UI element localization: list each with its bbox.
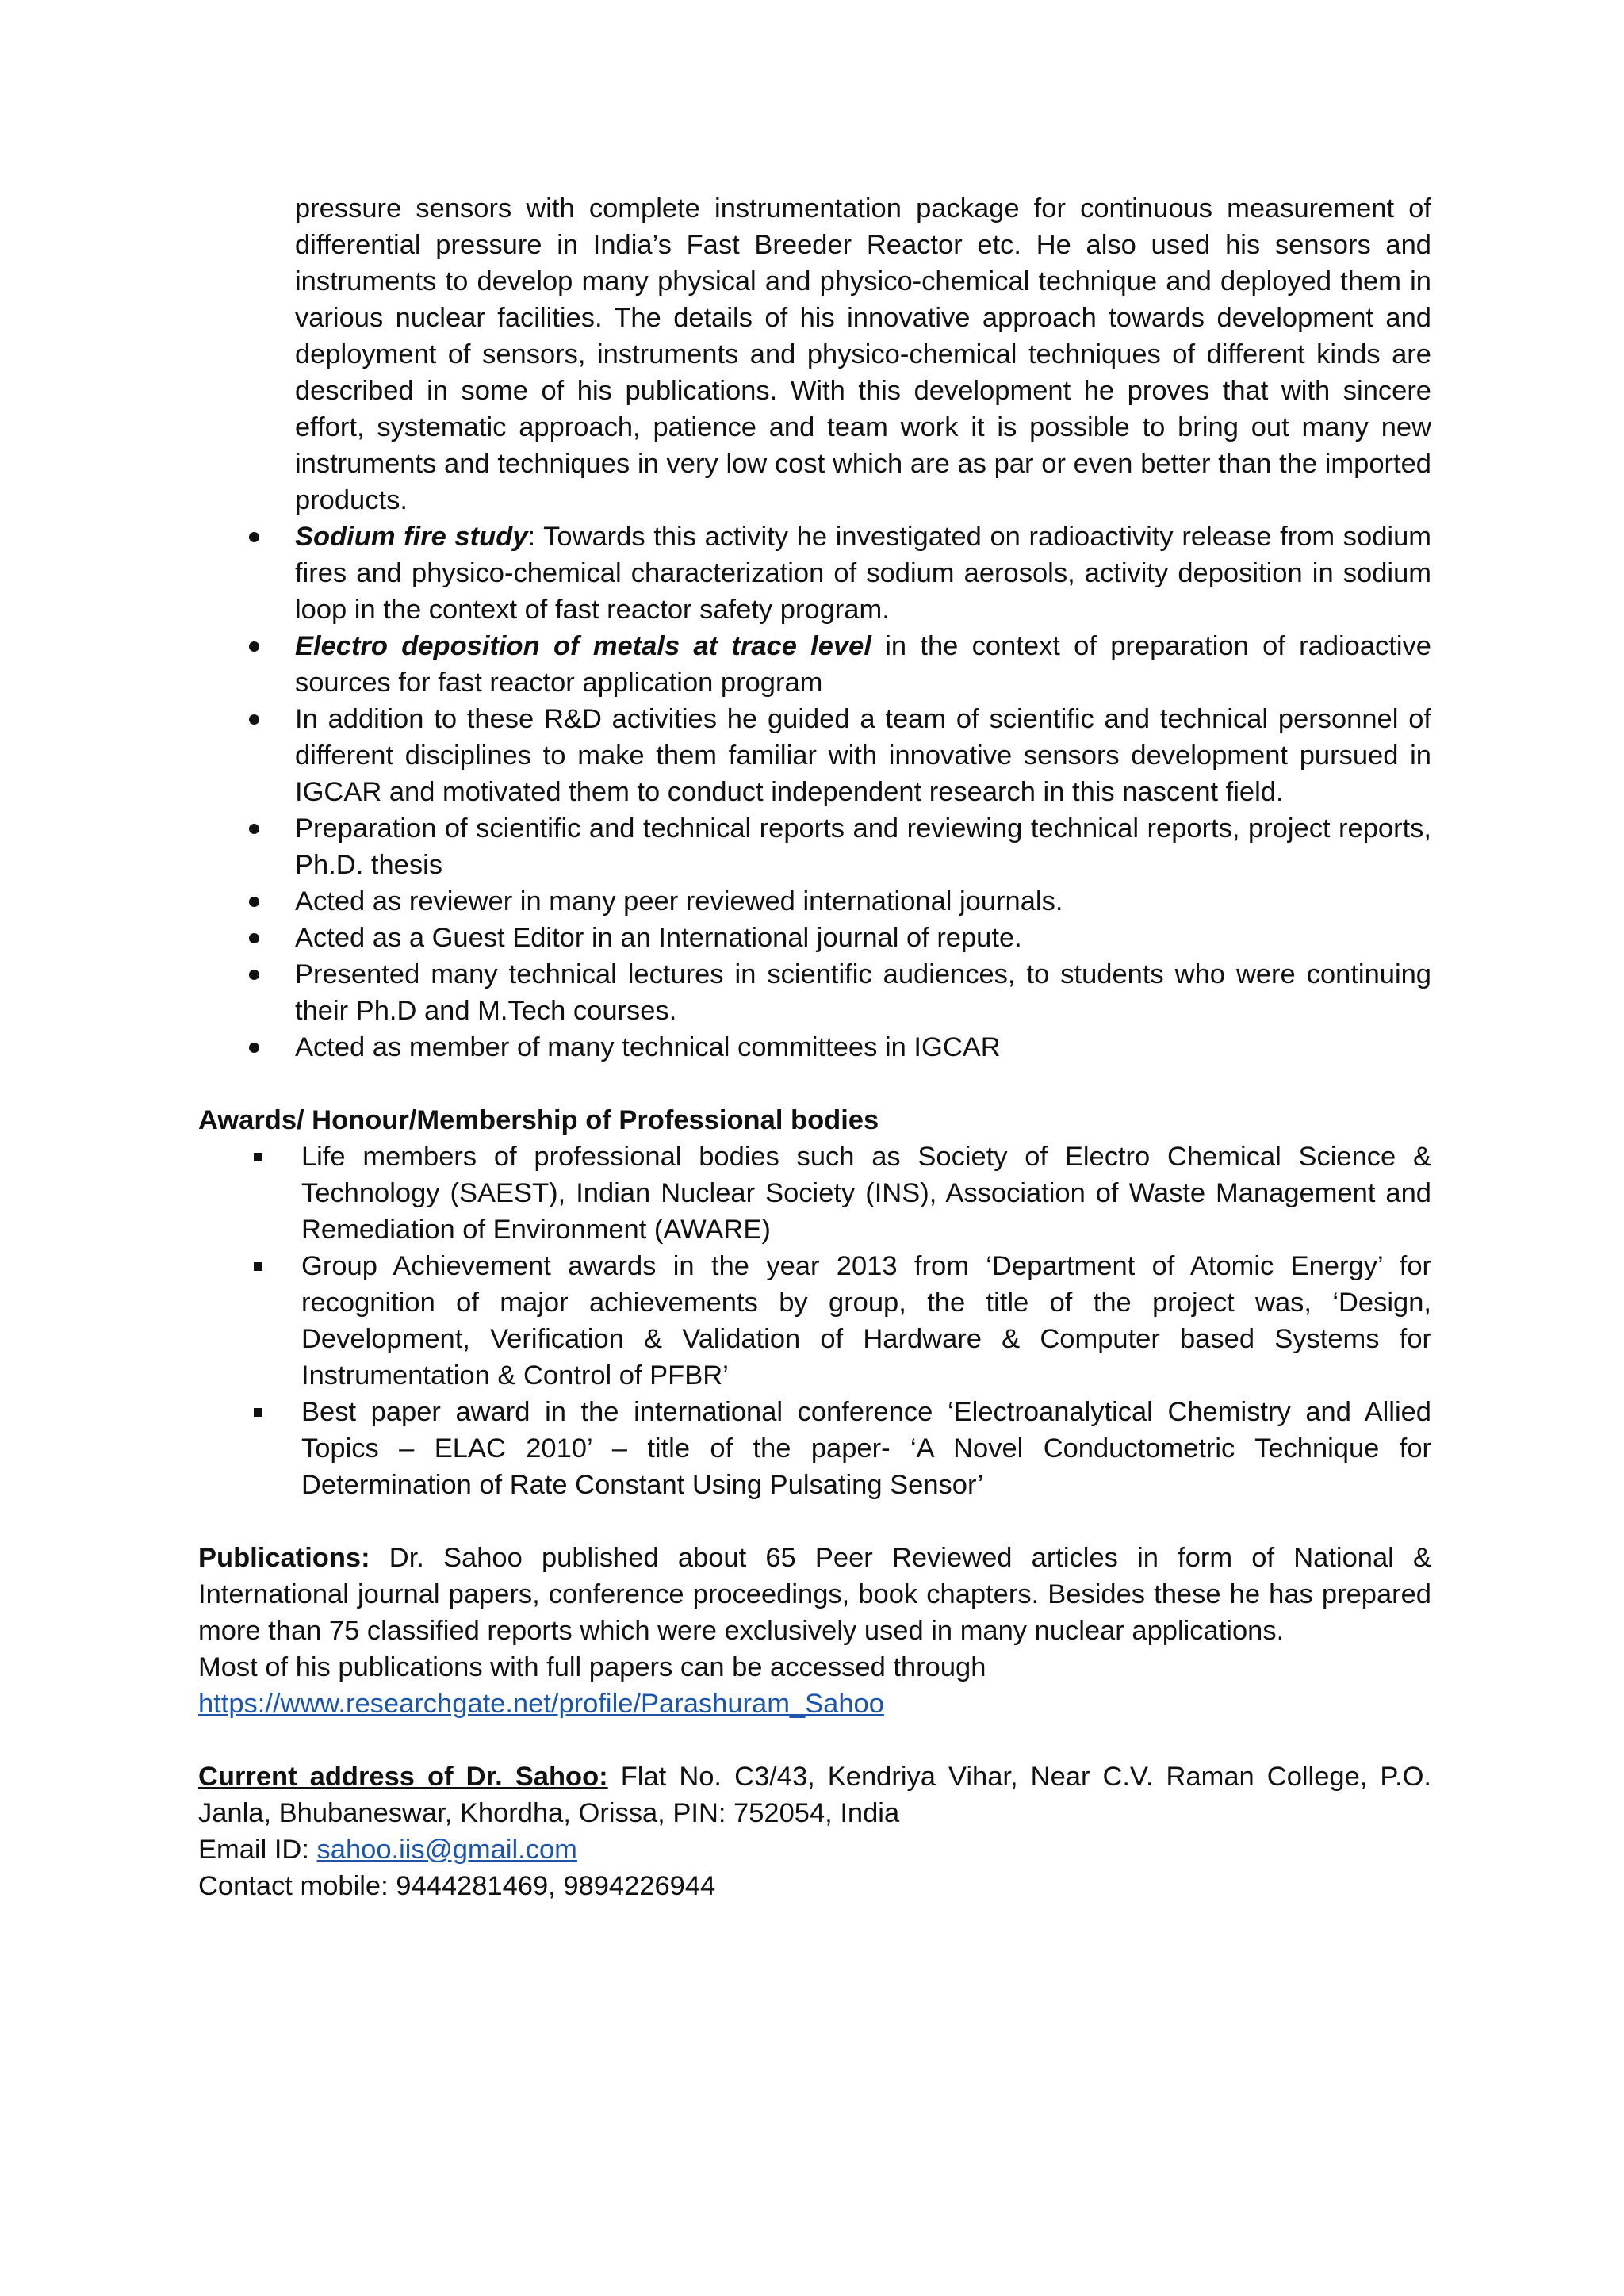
spacer [198, 1503, 1431, 1540]
activity-text: Acted as member of many technical committees in IGCAR [295, 1032, 1001, 1062]
award-text: Group Achievement awards in the year 2013 from ‘Department of Atomic Energy’ for recognition of major achievements by group, the title of the project was, ‘Design, Development, Verification & Validation of Hardware & Computer based Systems for Instrumentation & Control of PFBR’ [301, 1251, 1431, 1391]
square-bullet-icon [254, 1408, 262, 1417]
list-item [198, 920, 1431, 956]
activity-text: : Towards this activity he investigated on radioactivity release from sodium fires and physico-chemical characterization of sodium aerosols, activity deposition in sodium loop in the context of fast reactor safety program. [295, 522, 1432, 625]
publications-access-text: Most of his publications with full papers can be accessed through [198, 1652, 986, 1682]
list-item [198, 1248, 1431, 1394]
list-item [198, 1138, 1431, 1248]
address-paragraph [198, 1758, 1431, 1831]
activity-text: Preparation of scientific and technical reports and reviewing technical reports, project reports, Ph.D. thesis [295, 813, 1431, 880]
bullet-icon [249, 1043, 259, 1053]
researchgate-link[interactable]: https://www.researchgate.net/profile/Parashuram_Sahoo [198, 1689, 884, 1719]
bullet-icon [249, 933, 259, 943]
bullet-icon [249, 824, 259, 834]
award-text: Best paper award in the international conference ‘Electroanalytical Chemistry and Allied Topics – ELAC 2010’ – title of the paper- ‘A Novel Conductometric Technique for Determination of Rate Constant Using Pulsating Sensor’ [301, 1397, 1431, 1500]
activity-text: Presented many technical lectures in scientific audiences, to students who were continuing their Ph.D and M.Tech courses. [295, 959, 1431, 1026]
bullet-icon [249, 714, 259, 725]
awards-heading: Awards/ Honour/Membership of Professional bodies [198, 1105, 879, 1135]
bullet-icon [249, 897, 259, 907]
activity-text: Acted as reviewer in many peer reviewed international journals. [295, 886, 1063, 916]
list-item [198, 956, 1431, 1029]
list-item [198, 701, 1431, 810]
address-label: Current address of Dr. Sahoo: [198, 1762, 608, 1792]
activity-text: in the context of preparation of radioactive sources for fast reactor application program [295, 631, 1431, 698]
list-item [198, 1029, 1431, 1066]
email-label: Email ID: [198, 1835, 317, 1865]
email-link[interactable]: sahoo.iis@gmail.com [316, 1835, 577, 1865]
list-item [198, 519, 1431, 628]
bullet-icon [249, 641, 259, 652]
continuation-paragraph: pressure sensors with complete instrumentation package for continuous measurement of differential pressure in India’s Fast Breeder Reactor etc. He also used his sensors and instruments to develop many physical and physico-chemical technique and deployed them in various nuclear facilities. The details of his innovative approach towards development and deployment of sensors, instruments and physico-chemical techniques of different kinds are described in some of his publications. With this development he proves that with sincere effort, systematic approach, patience and team work it is possible to bring out many new instruments and techniques in very low cost which are as par or even better than the imported products. [295, 193, 1431, 515]
activity-text: In addition to these R&D activities he guided a team of scientific and technical personnel of different disciplines to make them familiar with innovative sensors development pursued in IGCAR and motivated them to conduct independent research in this nascent field. [295, 704, 1431, 807]
bullet-icon [249, 970, 259, 980]
email-line [198, 1831, 1431, 1868]
publications-paragraph [198, 1540, 1431, 1649]
contact-mobile: Contact mobile: 9444281469, 9894226944 [198, 1871, 716, 1901]
publications-label: Publications: [198, 1543, 370, 1573]
document-page [198, 190, 1431, 1904]
activity-text: Acted as a Guest Editor in an International journal of repute. [295, 923, 1022, 953]
activity-lead: Sodium fire study [295, 522, 528, 552]
publications-text: Dr. Sahoo published about 65 Peer Reviewed articles in form of National & International journal papers, conference proceedings, book chapters. Besides these he has prepared more than 75 classified reports which were exclusively used in many nuclear applications. [198, 1543, 1431, 1646]
list-item [198, 628, 1431, 701]
activities-list [198, 519, 1431, 1066]
address-text: Flat No. C3/43, Kendriya Vihar, Near C.V. Raman College, P.O. Janla, Bhubaneswar, Khordha, Orissa, PIN: 752054, India [198, 1762, 1432, 1828]
list-item [198, 1394, 1431, 1503]
award-text: Life members of professional bodies such as Society of Electro Chemical Science & Technology (SAEST), Indian Nuclear Society (INS), Association of Waste Management and Remediation of Environment (AWARE) [301, 1142, 1431, 1245]
square-bullet-icon [254, 1153, 262, 1161]
square-bullet-icon [254, 1262, 262, 1271]
bullet-icon [249, 532, 259, 542]
list-item [198, 883, 1431, 920]
list-item [198, 810, 1431, 883]
awards-list [198, 1138, 1431, 1503]
activity-lead: Electro deposition of metals at trace level [295, 631, 871, 661]
spacer [198, 1722, 1431, 1758]
